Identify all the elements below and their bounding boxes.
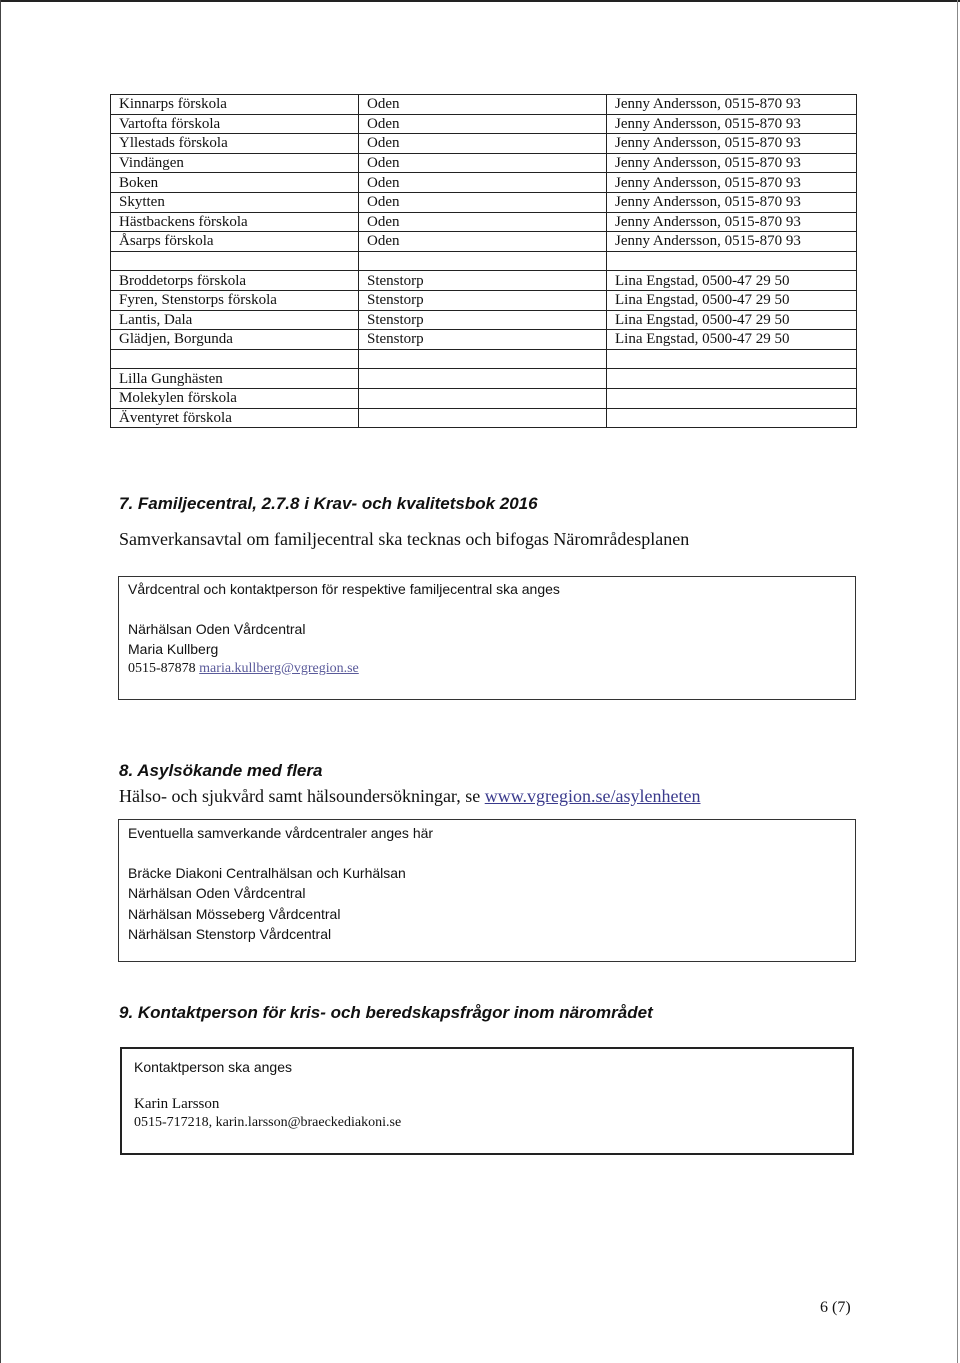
section8-item: Närhälsan Mösseberg Vårdcentral xyxy=(128,906,341,922)
preschool-name-cell: Vindängen xyxy=(111,153,359,173)
preschool-name-cell: Skytten xyxy=(111,192,359,212)
area-cell: Oden xyxy=(359,192,607,212)
table-row xyxy=(111,95,857,115)
page-number: 6 (7) xyxy=(820,1299,851,1316)
preschool-name-cell: Kinnarps förskola xyxy=(111,95,359,115)
preschool-name-cell xyxy=(111,349,359,369)
page-top-border xyxy=(0,0,960,2)
section8-text-prefix: Hälso- och sjukvård samt hälsoundersökningar, se xyxy=(119,786,485,806)
table-row xyxy=(111,290,857,310)
page-right-border xyxy=(957,0,958,1363)
area-cell: Oden xyxy=(359,173,607,193)
table-row xyxy=(111,330,857,350)
contact-cell: Jenny Andersson, 0515-870 93 xyxy=(607,212,857,232)
section9-box xyxy=(120,1047,854,1155)
table-row xyxy=(111,114,857,134)
area-cell: Stenstorp xyxy=(359,290,607,310)
contact-cell: Jenny Andersson, 0515-870 93 xyxy=(607,192,857,212)
preschool-table-body xyxy=(111,95,857,428)
area-cell: Oden xyxy=(359,134,607,154)
area-cell: Oden xyxy=(359,232,607,252)
preschool-name-cell: Glädjen, Borgunda xyxy=(111,330,359,350)
area-cell xyxy=(359,251,607,271)
table-row xyxy=(111,349,857,369)
area-cell: Stenstorp xyxy=(359,271,607,291)
contact-cell xyxy=(607,369,857,389)
table-row xyxy=(111,212,857,232)
table-row xyxy=(111,232,857,252)
area-cell xyxy=(359,349,607,369)
area-cell xyxy=(359,408,607,428)
preschool-name-cell: Molekylen förskola xyxy=(111,388,359,408)
contact-cell xyxy=(607,408,857,428)
section8-heading: 8. Asylsökande med flera xyxy=(119,761,323,780)
table-row xyxy=(111,310,857,330)
area-cell: Oden xyxy=(359,212,607,232)
preschool-name-cell: Fyren, Stenstorps förskola xyxy=(111,290,359,310)
preschool-name-cell xyxy=(111,251,359,271)
preschool-name-cell: Äventyret förskola xyxy=(111,408,359,428)
section7-box xyxy=(118,576,856,700)
asylum-link[interactable]: www.vgregion.se/asylenheten xyxy=(484,786,701,806)
contact-cell: Jenny Andersson, 0515-870 93 xyxy=(607,153,857,173)
table-row xyxy=(111,388,857,408)
contact-cell xyxy=(607,251,857,271)
contact-cell xyxy=(607,349,857,369)
section8-item: Närhälsan Stenstorp Vårdcentral xyxy=(128,926,332,942)
preschool-table xyxy=(110,94,857,428)
contact-cell: Jenny Andersson, 0515-870 93 xyxy=(607,114,857,134)
area-cell: Stenstorp xyxy=(359,310,607,330)
table-row xyxy=(111,408,857,428)
section8-box xyxy=(118,819,856,962)
contact-cell: Jenny Andersson, 0515-870 93 xyxy=(607,134,857,154)
preschool-name-cell: Hästbackens förskola xyxy=(111,212,359,232)
section7-unit: Närhälsan Oden Vårdcentral xyxy=(128,621,306,637)
section9-heading: 9. Kontaktperson för kris- och beredskapsfrågor inom närområdet xyxy=(119,1003,653,1022)
section7-email-link[interactable]: maria.kullberg@vgregion.se xyxy=(199,661,359,676)
area-cell: Oden xyxy=(359,114,607,134)
preschool-name-cell: Broddetorps förskola xyxy=(111,271,359,291)
table-row xyxy=(111,271,857,291)
contact-cell: Lina Engstad, 0500-47 29 50 xyxy=(607,290,857,310)
table-row xyxy=(111,173,857,193)
section8-text xyxy=(119,786,701,807)
area-cell xyxy=(359,369,607,389)
area-cell: Stenstorp xyxy=(359,330,607,350)
preschool-name-cell: Vartofta förskola xyxy=(111,114,359,134)
contact-cell xyxy=(607,388,857,408)
table-row xyxy=(111,134,857,154)
section8-box-title: Eventuella samverkande vårdcentraler anges här xyxy=(128,825,434,841)
preschool-name-cell: Yllestads förskola xyxy=(111,134,359,154)
section7-box-title: Vårdcentral och kontaktperson för respektive familjecentral ska anges xyxy=(128,581,560,597)
section8-item: Bräcke Diakoni Centralhälsan och Kurhälsan xyxy=(128,865,406,881)
section7-text: Samverkansavtal om familjecentral ska tecknas och bifogas Närområdesplanen xyxy=(119,529,690,549)
section9-contact: 0515-717218, karin.larsson@braeckediakoni.se xyxy=(134,1115,402,1130)
preschool-name-cell: Åsarps förskola xyxy=(111,232,359,252)
table-row xyxy=(111,153,857,173)
section9-box-title: Kontaktperson ska anges xyxy=(134,1059,292,1075)
section7-person: Maria Kullberg xyxy=(128,641,219,657)
preschool-name-cell: Boken xyxy=(111,173,359,193)
contact-cell: Lina Engstad, 0500-47 29 50 xyxy=(607,330,857,350)
section9-person: Karin Larsson xyxy=(134,1096,220,1112)
table-row xyxy=(111,369,857,389)
contact-cell: Jenny Andersson, 0515-870 93 xyxy=(607,95,857,115)
contact-cell: Jenny Andersson, 0515-870 93 xyxy=(607,173,857,193)
page-left-border xyxy=(0,0,1,1363)
section7-heading: 7. Familjecentral, 2.7.8 i Krav- och kvalitetsbok 2016 xyxy=(119,494,538,513)
preschool-name-cell: Lantis, Dala xyxy=(111,310,359,330)
contact-cell: Lina Engstad, 0500-47 29 50 xyxy=(607,271,857,291)
table-row xyxy=(111,192,857,212)
contact-cell: Jenny Andersson, 0515-870 93 xyxy=(607,232,857,252)
table-row xyxy=(111,251,857,271)
area-cell: Oden xyxy=(359,153,607,173)
section7-contact-line xyxy=(128,661,359,677)
contact-cell: Lina Engstad, 0500-47 29 50 xyxy=(607,310,857,330)
preschool-name-cell: Lilla Gunghästen xyxy=(111,369,359,389)
section7-phone: 0515-87878 xyxy=(128,661,196,676)
section8-item: Närhälsan Oden Vårdcentral xyxy=(128,885,306,901)
area-cell xyxy=(359,388,607,408)
area-cell: Oden xyxy=(359,95,607,115)
